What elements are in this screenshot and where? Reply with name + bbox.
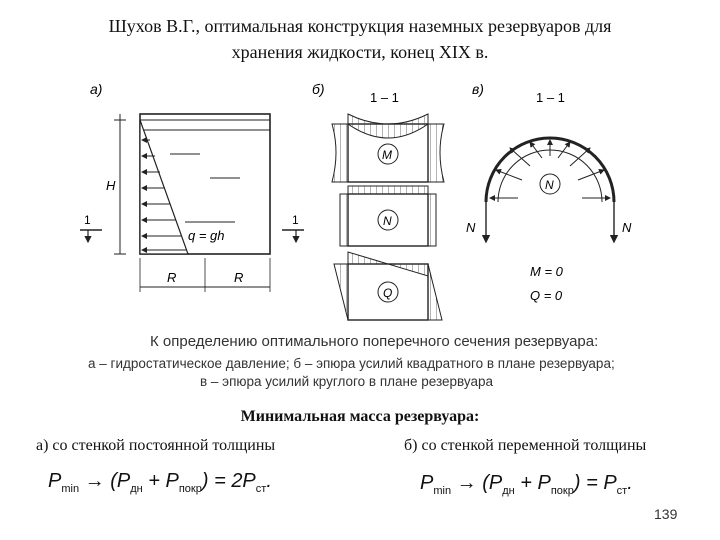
formula-variable-thickness: $P_{min} \to (P_{дн} + P_{покр}) = P_{ст}$. — [420, 472, 633, 497]
page-number: 139 — [654, 506, 678, 522]
height-label: H — [106, 178, 116, 193]
tank-cross-section-figure — [70, 72, 650, 402]
moment-label: M — [382, 148, 392, 162]
q-label: q = gh — [188, 228, 225, 243]
shear-zero-label: Q = 0 — [530, 288, 563, 303]
section-label-c: 1 – 1 — [536, 90, 565, 105]
panel-c-label: в) — [472, 81, 484, 97]
panel-a-label: а) — [90, 81, 103, 97]
normal-arc-label: N — [545, 178, 554, 192]
panel-b-label: б) — [312, 81, 325, 97]
title-line-2: хранения жидкости, конец XIX в. — [231, 42, 489, 62]
case-b-label: б) со стенкой переменной толщины — [404, 437, 647, 454]
case-a-label: а) со стенкой постоянной толщины — [36, 437, 276, 454]
caption-line-3: в – эпюра усилий круглого в плане резервуара — [200, 374, 494, 389]
radius-label-2: R — [234, 270, 244, 285]
formula-constant-thickness: $P_{min} \to (P_{дн} + P_{покр}) = 2P_{ст}$. — [48, 470, 272, 495]
moment-zero-label: M = 0 — [530, 264, 563, 279]
radius-label-1: R — [167, 270, 177, 285]
title-line-1: Шухов В.Г., оптимальная конструкция наземных резервуаров для — [108, 16, 612, 36]
caption-line-2: а – гидростатическое давление; б – эпюра усилий квадратного в плане резервуара; — [88, 356, 615, 371]
normal-force-right: N — [622, 220, 632, 235]
normal-label: N — [383, 214, 392, 228]
section-label-b: 1 – 1 — [370, 90, 399, 105]
caption-line-1: К определению оптимального поперечного сечения резервуара: — [150, 333, 599, 350]
section-marker-left: 1 — [84, 213, 91, 227]
shear-label: Q — [383, 286, 393, 300]
min-mass-title: Минимальная масса резервуара: — [240, 408, 480, 425]
normal-force-left: N — [466, 220, 476, 235]
section-marker-right: 1 — [292, 213, 299, 227]
